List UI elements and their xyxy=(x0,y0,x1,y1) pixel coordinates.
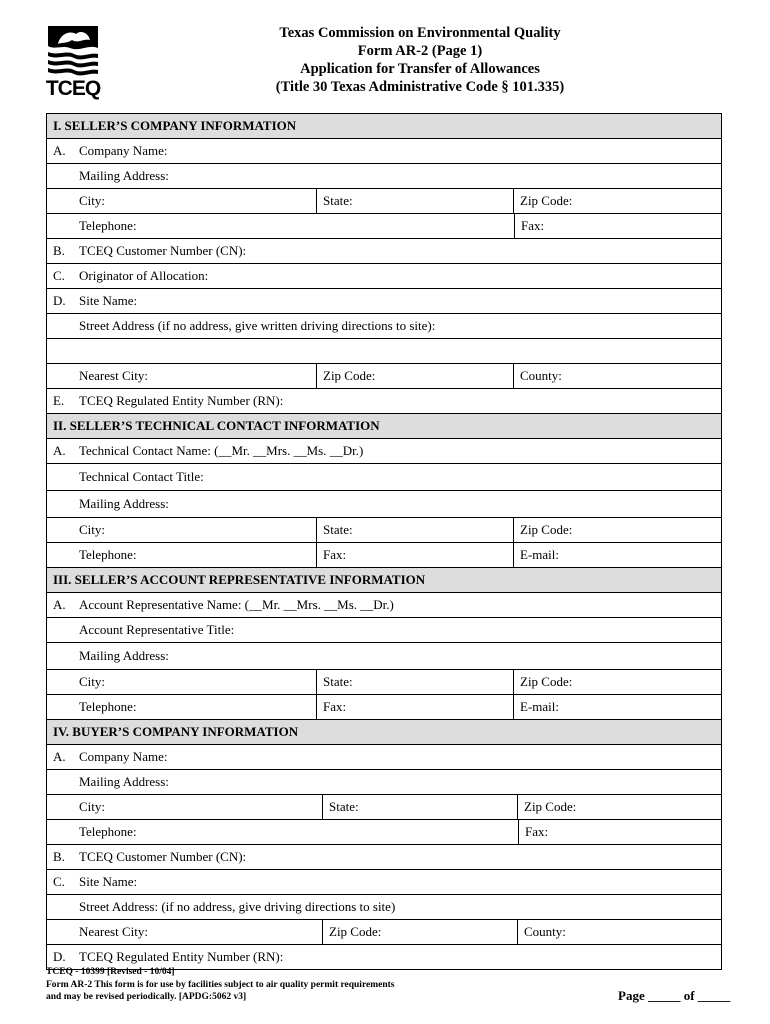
form-header xyxy=(200,24,640,96)
s2-fax-field[interactable]: Fax: xyxy=(317,543,514,567)
s1-a-letter: A. xyxy=(53,143,66,158)
footer-note-1: Form AR-2 This form is for use by facilities subject to air quality permit requirements xyxy=(46,979,395,990)
s2-contact-name-label: Technical Contact Name: (__Mr. __Mrs. __Ms. __Dr.) xyxy=(79,443,364,458)
s2-phone-row xyxy=(47,542,721,567)
section-3-title: III. SELLER’S ACCOUNT REPRESENTATIVE INFORMATION xyxy=(53,572,426,587)
s4-cn-label: TCEQ Customer Number (CN): xyxy=(79,849,247,864)
s3-email-field[interactable]: E-mail: xyxy=(520,699,559,714)
s1-site-zip-field[interactable]: Zip Code: xyxy=(317,364,514,388)
s2-a-letter: A. xyxy=(53,443,66,458)
s3-telephone-field[interactable]: Telephone: xyxy=(47,695,317,719)
s4-b-letter: B. xyxy=(53,849,65,864)
s3-mailing-row[interactable] xyxy=(47,642,721,669)
s2-contact-title-row[interactable] xyxy=(47,463,721,490)
s4-nearest-row xyxy=(47,919,721,944)
section-3-header xyxy=(47,567,721,592)
s4-site-zip-field[interactable]: Zip Code: xyxy=(323,920,518,944)
s1-c-letter: C. xyxy=(53,268,65,283)
section-1-header xyxy=(47,114,721,138)
form-table xyxy=(46,113,722,970)
s4-site-label: Site Name: xyxy=(79,874,138,889)
s1-company-name-row[interactable] xyxy=(47,138,721,163)
s2-state-field[interactable]: State: xyxy=(317,518,514,542)
s1-city-row xyxy=(47,188,721,213)
s3-rep-title-row[interactable] xyxy=(47,617,721,642)
s1-originator-row[interactable] xyxy=(47,263,721,288)
s3-state-field[interactable]: State: xyxy=(317,670,514,694)
s4-cn-row[interactable] xyxy=(47,844,721,869)
s4-city-row xyxy=(47,794,721,819)
s1-street-row[interactable] xyxy=(47,313,721,338)
s1-nearest-city-field[interactable]: Nearest City: xyxy=(47,364,317,388)
tceq-logo xyxy=(44,22,102,102)
s4-nearest-city-field[interactable]: Nearest City: xyxy=(47,920,323,944)
s3-phone-row xyxy=(47,694,721,719)
s1-street-blank-row[interactable] xyxy=(47,338,721,363)
s1-nearest-row xyxy=(47,363,721,388)
s4-c-letter: C. xyxy=(53,874,65,889)
s3-rep-title-label: Account Representative Title: xyxy=(79,622,235,637)
header-form: Form AR-2 (Page 1) xyxy=(357,43,483,59)
s2-telephone-field[interactable]: Telephone: xyxy=(47,543,317,567)
s3-a-letter: A. xyxy=(53,597,66,612)
s3-rep-name-row[interactable] xyxy=(47,592,721,617)
s1-company-name-label: Company Name: xyxy=(79,143,168,158)
s2-city-field[interactable]: City: xyxy=(47,518,317,542)
section-2-header xyxy=(47,413,721,438)
s1-rn-label: TCEQ Regulated Entity Number (RN): xyxy=(79,393,284,408)
s4-company-name-label: Company Name: xyxy=(79,749,168,764)
footer-form-number: TCEQ - 10399 [Revised - 10/04] xyxy=(46,967,175,977)
s4-site-row[interactable] xyxy=(47,869,721,894)
s4-rn-label: TCEQ Regulated Entity Number (RN): xyxy=(79,949,284,964)
s1-street-label: Street Address (if no address, give written driving directions to site): xyxy=(79,318,436,333)
section-4-header xyxy=(47,719,721,744)
s4-street-label: Street Address: (if no address, give driving directions to site) xyxy=(79,899,396,914)
s1-cn-label: TCEQ Customer Number (CN): xyxy=(79,243,247,258)
header-code: (Title 30 Texas Administrative Code § 101.335) xyxy=(275,79,565,95)
header-agency: Texas Commission on Environmental Quality xyxy=(279,25,561,41)
s1-state-field[interactable]: State: xyxy=(317,189,514,213)
texas-map-icon xyxy=(44,22,102,78)
s1-county-field[interactable]: County: xyxy=(520,368,562,383)
page-number: Page _____ of _____ xyxy=(618,988,731,1003)
header-title: Application for Transfer of Allowances xyxy=(300,61,540,77)
s1-b-letter: B. xyxy=(53,243,65,258)
s1-originator-label: Originator of Allocation: xyxy=(79,268,209,283)
s1-d-letter: D. xyxy=(53,293,66,308)
s4-street-row[interactable] xyxy=(47,894,721,919)
s2-contact-name-row[interactable] xyxy=(47,438,721,463)
s4-d-letter: D. xyxy=(53,949,66,964)
s4-state-field[interactable]: State: xyxy=(323,795,518,819)
s1-cn-row[interactable] xyxy=(47,238,721,263)
section-4-title: IV. BUYER’S COMPANY INFORMATION xyxy=(53,724,299,739)
s1-e-letter: E. xyxy=(53,393,65,408)
s1-site-label: Site Name: xyxy=(79,293,138,308)
s1-zip-field[interactable]: Zip Code: xyxy=(520,193,573,208)
s1-rn-row[interactable] xyxy=(47,388,721,413)
s3-mailing-label: Mailing Address: xyxy=(79,648,169,663)
s4-fax-field[interactable]: Fax: xyxy=(518,820,721,844)
s4-mailing-row[interactable] xyxy=(47,769,721,794)
s3-city-row xyxy=(47,669,721,694)
s4-telephone-field[interactable]: Telephone: xyxy=(79,824,137,839)
s4-zip-field[interactable]: Zip Code: xyxy=(524,799,577,814)
s4-phone-row xyxy=(47,819,721,844)
s4-a-letter: A. xyxy=(53,749,66,764)
s3-fax-field[interactable]: Fax: xyxy=(317,695,514,719)
s1-mailing-label: Mailing Address: xyxy=(79,168,169,183)
s2-zip-field[interactable]: Zip Code: xyxy=(520,522,573,537)
s2-contact-title-label: Technical Contact Title: xyxy=(79,469,204,484)
logo-text: TCEQ xyxy=(45,77,101,100)
s3-zip-field[interactable]: Zip Code: xyxy=(520,674,573,689)
section-2-title: II. SELLER’S TECHNICAL CONTACT INFORMATION xyxy=(53,418,380,433)
s3-city-field[interactable]: City: xyxy=(47,670,317,694)
s2-mailing-label: Mailing Address: xyxy=(79,496,169,511)
s1-phone-row xyxy=(47,213,721,238)
form-footer xyxy=(46,966,394,1004)
s4-county-field[interactable]: County: xyxy=(524,924,566,939)
s2-email-field[interactable]: E-mail: xyxy=(520,547,559,562)
s3-rep-name-label: Account Representative Name: (__Mr. __Mrs. __Ms. __Dr.) xyxy=(79,597,394,612)
section-1-title: I. SELLER’S COMPANY INFORMATION xyxy=(53,118,297,133)
s1-mailing-row[interactable] xyxy=(47,163,721,188)
s2-mailing-row[interactable] xyxy=(47,490,721,517)
s4-mailing-label: Mailing Address: xyxy=(79,774,169,789)
s1-site-row[interactable] xyxy=(47,288,721,313)
s1-city-field[interactable]: City: xyxy=(47,189,317,213)
s1-telephone-field[interactable]: Telephone: xyxy=(79,218,137,233)
s1-fax-field[interactable]: Fax: xyxy=(514,214,721,238)
s4-city-field[interactable]: City: xyxy=(47,795,323,819)
footer-note-2: and may be revised periodically. [APDG:5062 v3] xyxy=(46,992,247,1002)
s4-company-name-row[interactable] xyxy=(47,744,721,769)
s2-city-row xyxy=(47,517,721,542)
